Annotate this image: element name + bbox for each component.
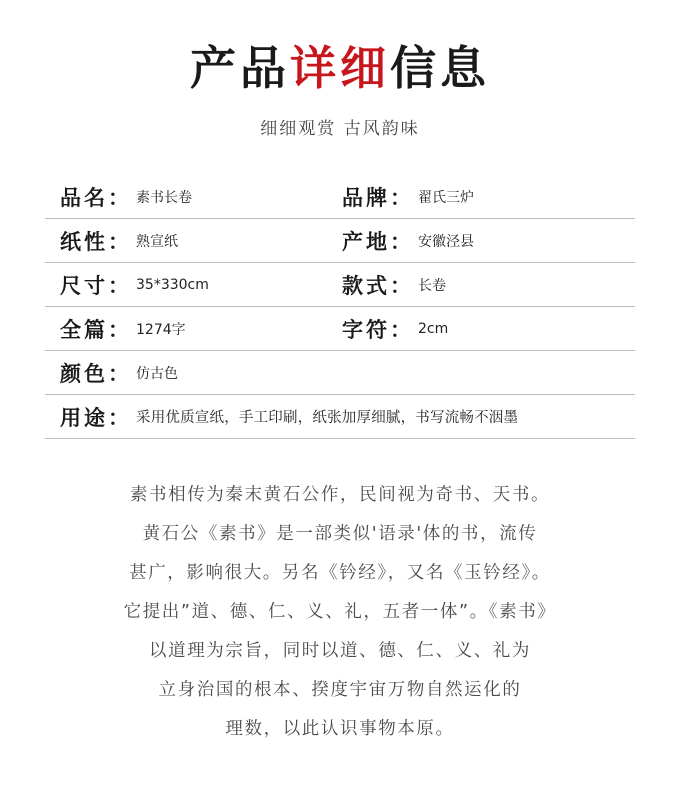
spec-label: 尺寸： — [60, 272, 132, 298]
spec-label: 款式： — [342, 272, 414, 298]
page-title — [0, 38, 680, 98]
spec-style — [342, 263, 446, 306]
spec-value: 1274字 — [136, 321, 186, 338]
spec-label: 产地： — [342, 228, 414, 254]
spec-value: 35*330cm — [136, 276, 209, 293]
description-line: 理数，以此认识事物本原。 — [225, 719, 455, 739]
description-line: 甚广，影响很大。另名《钤经》，又名《玉钤经》。 — [129, 563, 551, 583]
spec-label: 品名： — [60, 184, 132, 210]
description-line: 以道理为宗旨，同时以道、德、仁、义、礼为 — [149, 641, 531, 661]
spec-char-size — [342, 307, 448, 350]
title-part-info: 信息 — [390, 41, 490, 95]
page-subtitle: 细细观赏 古风韵味 — [260, 119, 420, 139]
spec-value: 素书长卷 — [136, 189, 192, 206]
spec-value: 熟宣纸 — [136, 233, 178, 250]
spec-label: 纸性： — [60, 228, 132, 254]
spec-paper — [60, 219, 178, 262]
spec-brand — [342, 175, 474, 218]
spec-row — [45, 175, 635, 219]
spec-fulltext — [60, 307, 186, 350]
spec-color — [60, 351, 178, 394]
spec-value: 仿古色 — [136, 365, 178, 382]
spec-label: 字符： — [342, 316, 414, 342]
description-paragraph — [0, 476, 680, 749]
description-line: 素书相传为秦末黄石公作，民间视为奇书、天书。 — [129, 485, 551, 505]
description-line: 黄石公《素书》是一部类似'语录'体的书，流传 — [142, 524, 538, 544]
spec-value: 2cm — [418, 320, 449, 337]
description-line: 它提出”道、德、仁、义、礼，五者一体”。《素书》 — [123, 602, 557, 622]
spec-label: 全篇： — [60, 316, 132, 342]
spec-value: 采用优质宣纸，手工印刷，纸张加厚细腻，书写流畅不洇墨 — [136, 410, 519, 426]
spec-value: 长卷 — [418, 277, 446, 294]
spec-label: 品牌： — [342, 184, 414, 210]
spec-row — [45, 351, 635, 395]
spec-row — [45, 263, 635, 307]
spec-row — [45, 307, 635, 351]
spec-value: 翟氏三炉 — [418, 189, 474, 206]
spec-row — [45, 219, 635, 263]
spec-value: 安徽泾县 — [418, 233, 474, 250]
spec-name — [60, 175, 192, 218]
spec-use — [60, 395, 518, 438]
spec-table — [45, 175, 635, 439]
title-part-detailed: 详细 — [290, 41, 390, 95]
spec-label: 颜色： — [60, 360, 132, 386]
spec-origin — [342, 219, 474, 262]
spec-size — [60, 263, 209, 306]
title-part-product: 产品 — [190, 41, 290, 95]
spec-label: 用途： — [60, 404, 132, 430]
spec-row — [45, 395, 635, 439]
description-line: 立身治国的根本、揆度宇宙万物自然运化的 — [158, 680, 522, 700]
